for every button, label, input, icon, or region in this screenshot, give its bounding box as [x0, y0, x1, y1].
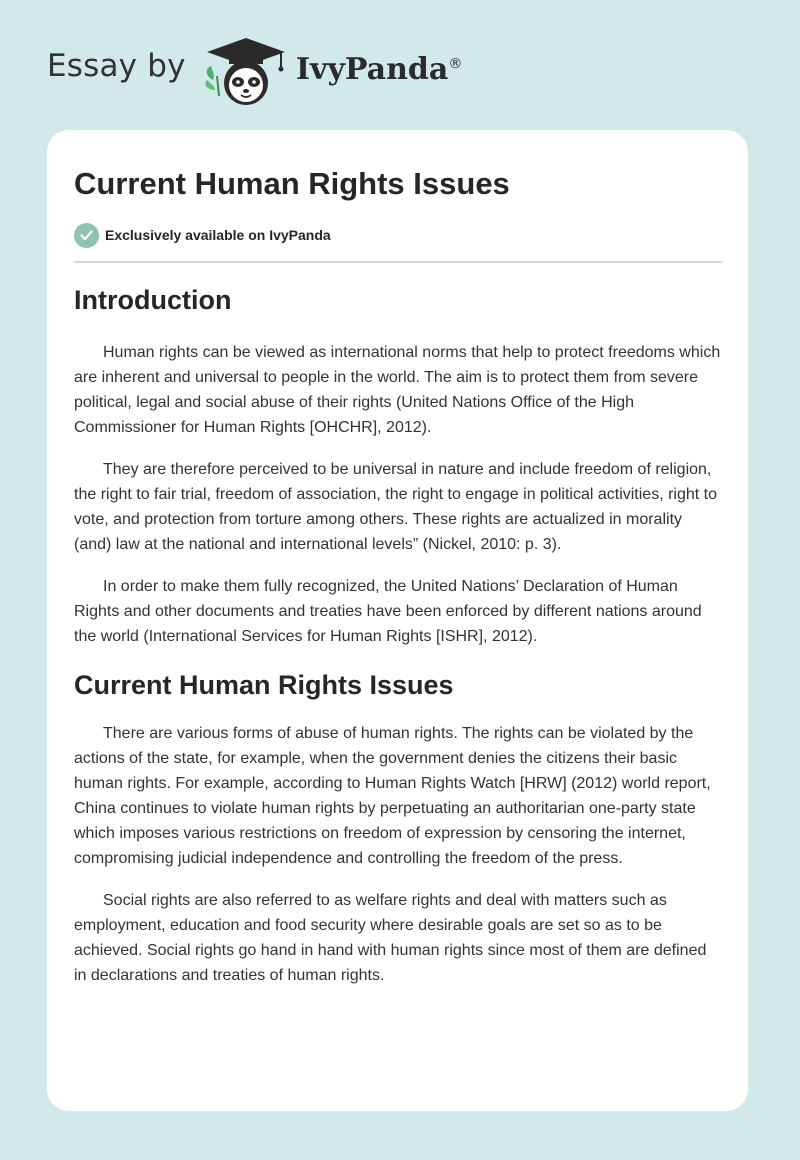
title-divider: [74, 261, 722, 263]
article-card: [47, 130, 748, 1111]
paragraph: There are various forms of abuse of human rights. The rights can be violated by the actions of the state, for example, when the government denies the citizens their basic human rights. For example, according to Human Rights Watch [HRW] (2012) world report, China continues to violate human rights by perpetuating an authoritarian one-party state which imposes various restrictions on freedom of expression by censoring the internet, compromising judicial independence and controlling the freedom of the press.: [74, 725, 711, 867]
exclusive-badge: [74, 222, 331, 248]
registered-mark: ®: [448, 56, 463, 72]
paragraph: Social rights are also referred to as welfare rights and deal with matters such as employment, education and food security where desirable goals are set so as to be achieved. Social rights go hand in hand with human rights since most of them are defined in declarations and treaties of human rights.: [74, 892, 707, 984]
section-heading: Introduction: [74, 285, 232, 315]
check-icon: [74, 223, 99, 248]
section-current-issues: [74, 667, 722, 988]
brand-name[interactable]: IvyPanda®: [296, 52, 463, 87]
article-body: [74, 282, 722, 1005]
badge-label: Exclusively available on IvyPanda: [105, 227, 331, 243]
article-title: Current Human Rights Issues: [74, 166, 510, 201]
paragraph: They are therefore perceived to be universal in nature and include freedom of religion, the right to fair trial, freedom of association, the right to engage in political activities, right to vote, and protection from torture among others. These rights are actualized in morality (and) law at the national and international levels” (Nickel, 2010: p. 3).: [74, 461, 717, 553]
site-header: [0, 0, 800, 130]
section-heading: Current Human Rights Issues: [74, 670, 454, 700]
panda-graduate-icon[interactable]: [201, 36, 291, 108]
paragraph: In order to make them fully recognized, the United Nations’ Declaration of Human Rights and other documents and treaties have been enforced by different nations around the world (International Services for Human Rights [ISHR], 2012).: [74, 578, 702, 645]
paragraph: Human rights can be viewed as international norms that help to protect freedoms which are inherent and universal to people in the world. The aim is to protect them from severe political, legal and social abuse of their rights (United Nations Office of the High Commissioner for Human Rights [OHCHR], 2012).: [74, 344, 721, 436]
section-introduction: [74, 282, 722, 649]
brand-prefix: Essay by: [47, 48, 186, 84]
